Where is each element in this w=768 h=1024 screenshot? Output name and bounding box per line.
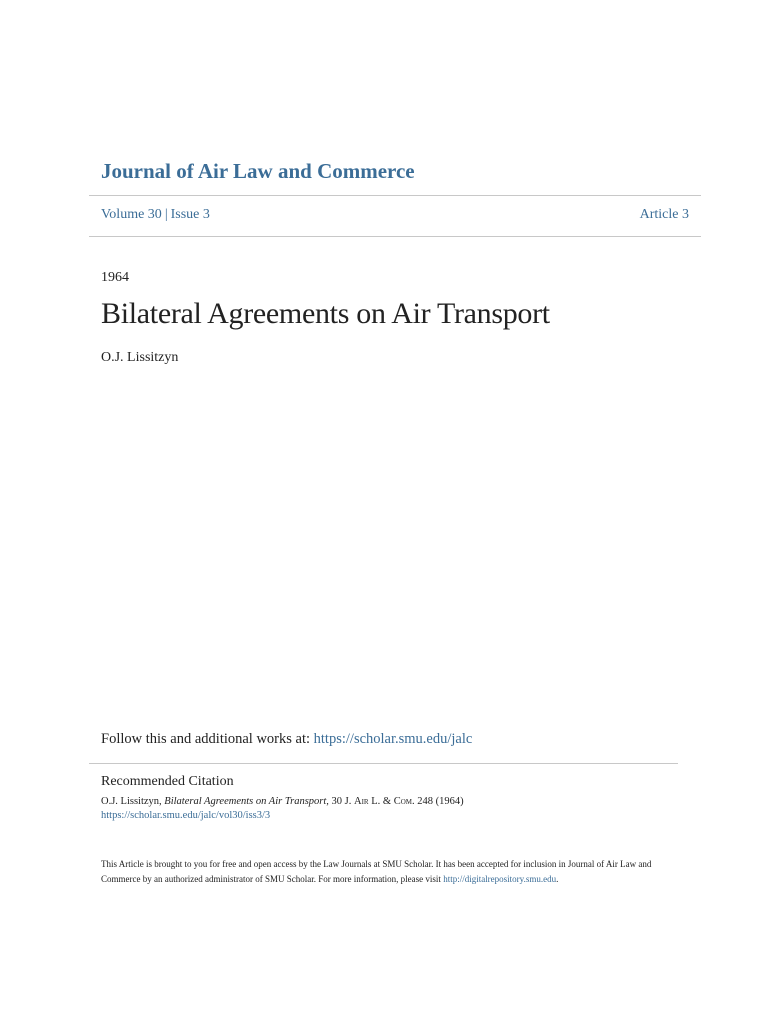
issue-link[interactable]: Issue 3	[170, 207, 210, 222]
journal-title[interactable]: Journal of Air Law and Commerce	[101, 159, 415, 183]
citation-link[interactable]: https://scholar.smu.edu/jalc/vol30/iss3/3	[101, 810, 271, 821]
article-title: Bilateral Agreements on Air Transport	[101, 297, 550, 330]
volume-issue	[101, 207, 210, 223]
divider-top	[89, 195, 701, 196]
citation-ref-com: Com.	[393, 796, 415, 807]
citation-ref-air: Air	[354, 796, 369, 807]
follow-text: Follow this and additional works at:	[101, 731, 314, 747]
citation-title: Bilateral Agreements on Air Transport	[164, 796, 327, 807]
notice-text: This Article is brought to you for free and open access by the Law Journals at SMU Scholar. It has been accepted for inclusion in Journal of Air Law and Commerce by an authorized administrator of SMU Scholar. For more information, please visit	[101, 859, 652, 884]
divider-follow	[89, 763, 678, 764]
publication-year: 1964	[101, 270, 129, 285]
volume-link[interactable]: Volume 30	[101, 207, 162, 222]
citation-author: O.J. Lissitzyn,	[101, 796, 165, 807]
follow-link[interactable]: https://scholar.smu.edu/jalc	[313, 731, 473, 747]
repository-link[interactable]: http://digitalrepository.smu.edu	[443, 874, 557, 884]
volume-issue-separator: |	[164, 207, 168, 222]
recommended-citation-heading: Recommended Citation	[101, 774, 234, 789]
citation-ref-prefix: , 30 J.	[326, 796, 354, 807]
citation-ref-mid: L. &	[368, 796, 394, 807]
divider-middle	[89, 236, 701, 237]
article-author: O.J. Lissitzyn	[101, 350, 179, 365]
access-notice	[101, 857, 681, 887]
follow-line	[101, 731, 472, 748]
citation-text	[101, 796, 464, 807]
article-number-link[interactable]: Article 3	[639, 207, 689, 222]
citation-ref-suffix: 248 (1964)	[414, 796, 464, 807]
notice-end: .	[556, 874, 559, 884]
